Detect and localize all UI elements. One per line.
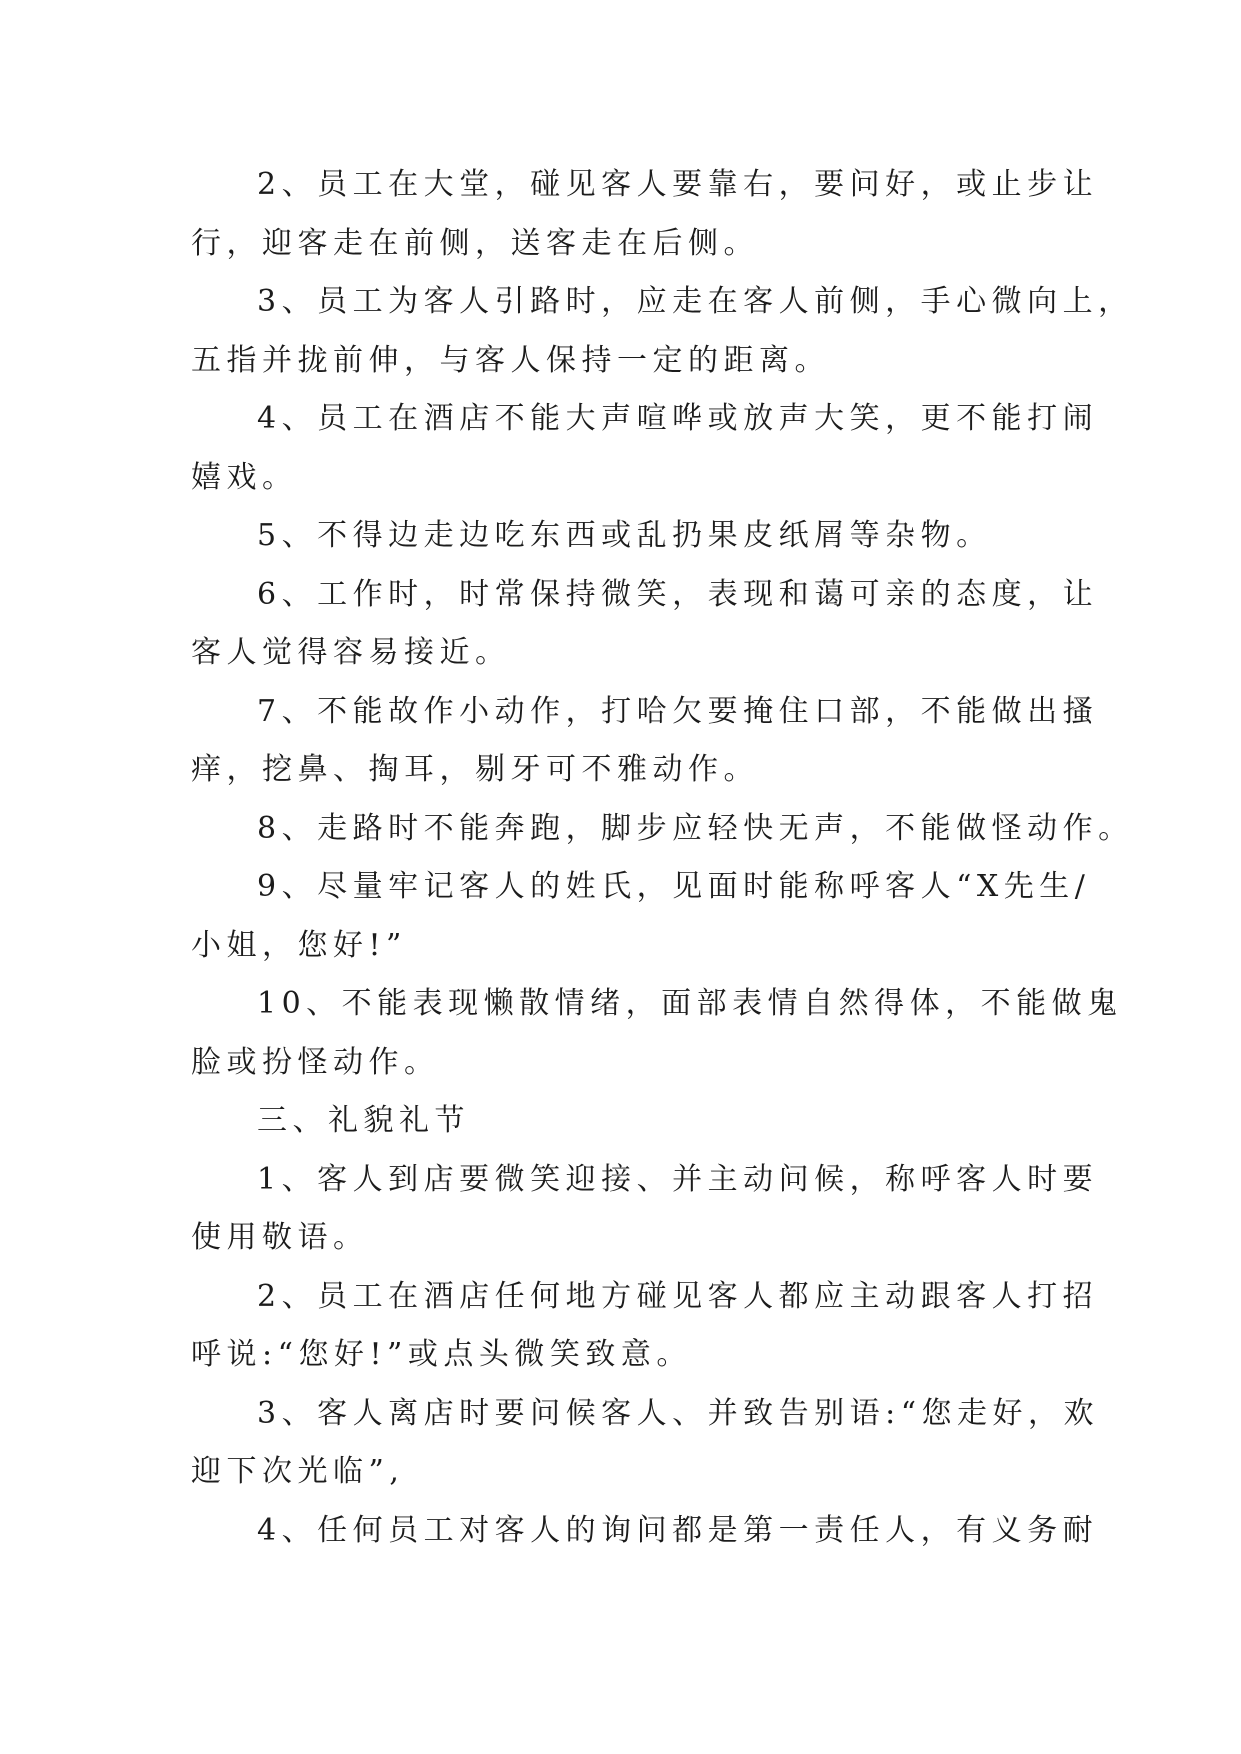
body-line: 9、尽量牢记客人的姓氏，见面时能称呼客人“X先生/ [257,869,1091,904]
body-line: 使用敬语。 [191,1220,369,1255]
document-body [191,156,1134,1560]
body-line: 2、员工在大堂，碰见客人要靠右，要问好，或止步让 [257,167,1099,202]
body-line: 小姐，您好!” [191,927,407,963]
body-line: 1、客人到店要微笑迎接、并主动问候，称呼客人时要 [257,1161,1099,1197]
body-line: 呼说:“您好!”或点头微笑致意。 [191,1337,692,1372]
body-line: 10、不能表现懒散情绪，面部表情自然得体，不能做鬼 [257,986,1123,1021]
body-line: 五指并拢前伸，与客人保持一定的距离。 [191,342,830,378]
body-line: 2、员工在酒店任何地方碰见客人都应主动跟客人打招 [257,1278,1099,1314]
section-heading: 三、礼貌礼节 [257,1103,470,1138]
body-line: 6、工作时，时常保持微笑，表现和蔼可亲的态度，让 [257,576,1099,612]
body-line: 嬉戏。 [191,459,298,495]
body-line: 3、员工为客人引路时，应走在客人前侧，手心微向上， [257,284,1134,319]
body-line: 4、员工在酒店不能大声喧哗或放声大笑，更不能打闹 [257,401,1099,436]
body-line: 客人觉得容易接近。 [191,635,511,670]
body-line: 5、不得边走边吃东西或乱扔果皮纸屑等杂物。 [257,518,992,553]
body-line: 3、客人离店时要问候客人、并致告别语:“您走好，欢 [257,1395,1100,1431]
body-line: 脸或扮怪动作。 [191,1044,440,1080]
body-line: 4、任何员工对客人的询问都是第一责任人，有义务耐 [257,1512,1099,1548]
body-line: 行，迎客走在前侧，送客走在后侧。 [191,225,759,261]
body-line: 痒，挖鼻、掏耳，剔牙可不雅动作。 [191,752,759,787]
body-line: 7、不能故作小动作，打哈欠要掩住口部，不能做出搔 [257,693,1099,729]
body-line: 迎下次光临”, [191,1454,405,1489]
body-line: 8、走路时不能奔跑，脚步应轻快无声，不能做怪动作。 [257,810,1134,846]
